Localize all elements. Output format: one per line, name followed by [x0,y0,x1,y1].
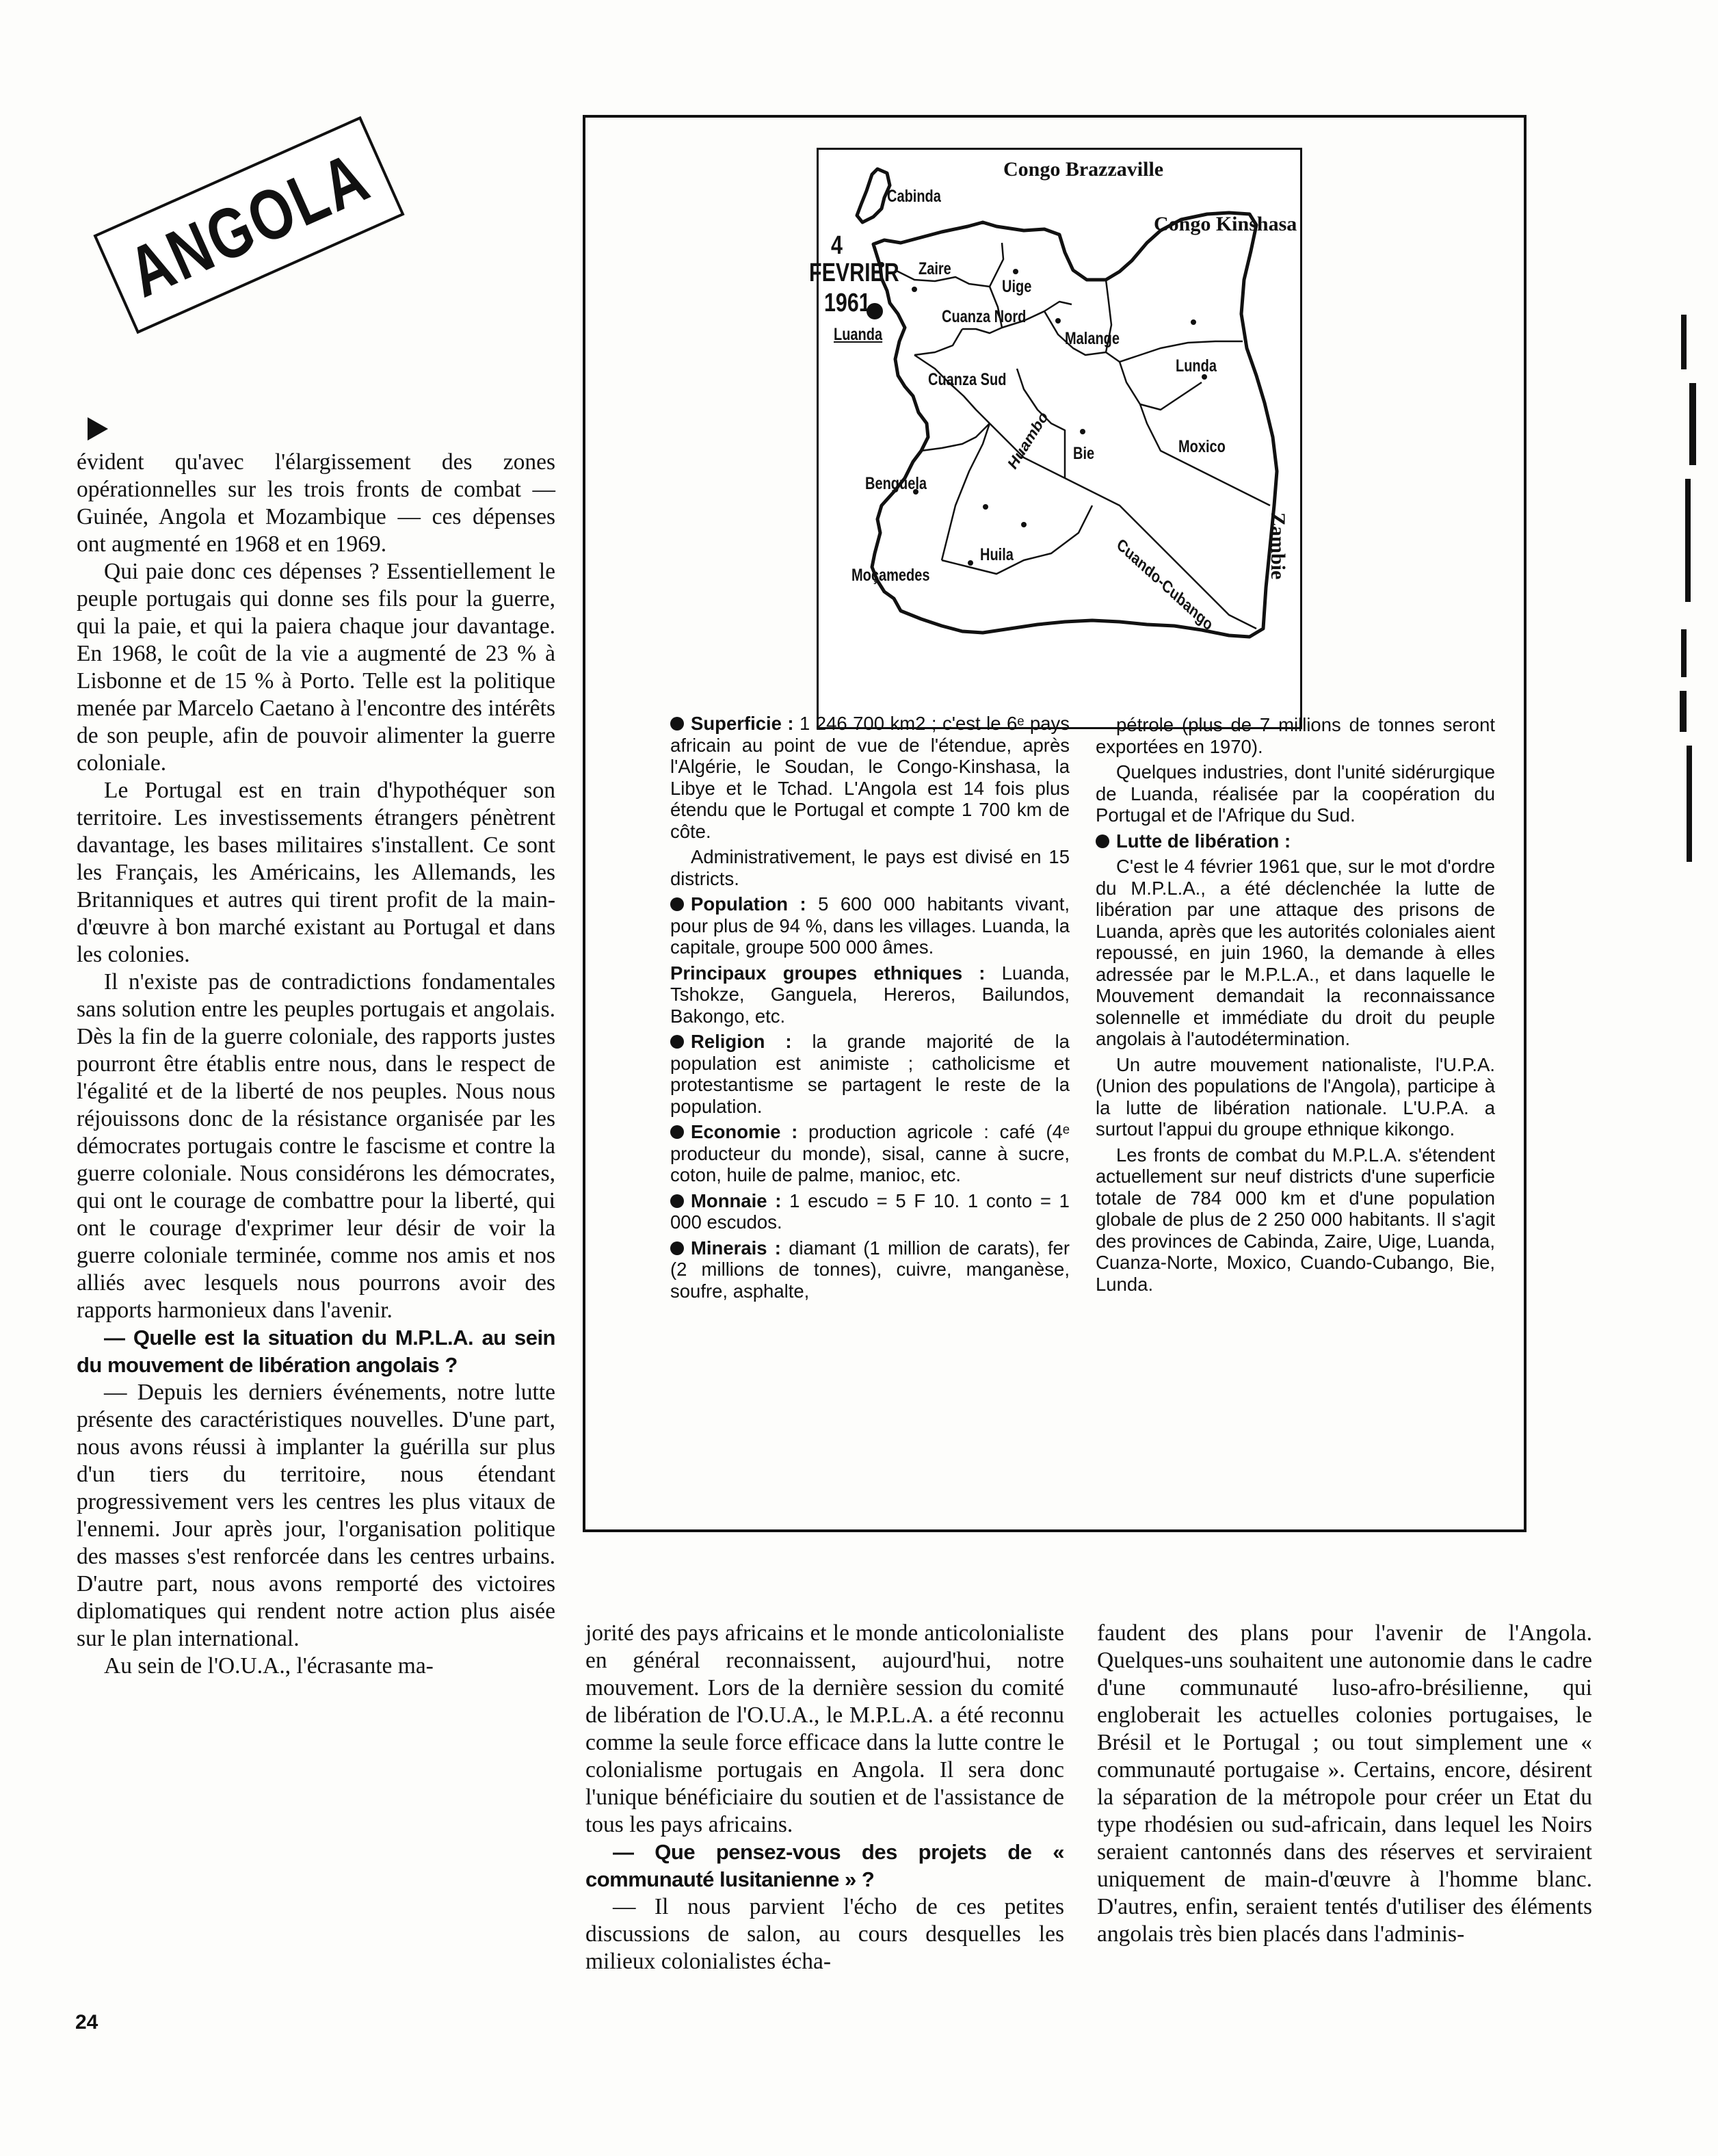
fact-item [670,846,1070,889]
margin-mark [1680,691,1687,732]
fact-item [670,1190,1070,1233]
facts-column-right [1096,714,1495,1299]
map-label-district: Moxico [1178,437,1226,456]
fact-item [670,1237,1070,1302]
map-label-neighbor: Congo Kinshasa [1154,213,1297,235]
fact-item [670,713,1070,842]
fact-heading: Monnaie : [691,1189,782,1211]
bullet-icon [670,1194,684,1208]
paragraph: — Il nous parvient l'écho de ces petites discussions de salon, au cours desquelles les milieux colonialistes écha- [585,1894,1064,1974]
fact-heading: Religion : [691,1031,792,1052]
map-label-capital: Luanda [834,325,883,344]
fact-item [1096,761,1495,826]
bullet-icon [670,1035,684,1049]
fact-text: Administrativement, le pays est divisé en 15 districts. [670,846,1070,889]
paragraph: Il n'existe pas de contradictions fondamentales sans solution entre les peuples portugais et angolais. Dès la fin de la guerre coloniale, des rapports justes pourront être établis entre nous, dans le respect de l'égalité et de la liberté de nos peuples. Nous nous réjouissons donc de la résistance organisée par les démocrates portugais contre le fascisme et contre la guerre coloniale. Nous considérons les démocrates, qui ont le courage de combattre pour la liberté, qui ont le courage d'exprimer leur désir de voir la guerre coloniale terminée, comme nos amis et nos alliés avec lesquels nous pourrons avoir des rapports harmonieux dans l'avenir. [77,969,555,1323]
date-label-month: FEVRIER [809,259,899,287]
article-column-left [77,449,555,1680]
fact-heading: Economie : [691,1121,798,1142]
paragraph: — Depuis les derniers événements, notre lutte présente des caractéristiques nouvelles. D'une part, nous avons réussi à implanter la guérilla sur plus d'un tiers du territoire, nous étendant progressivement vers les centres les plus vitaux de l'ennemi. Jour après jour, l'organisation politique des masses s'est renforcée dans les centres urbains. D'autre part, nous avons remporté des victoires diplomatiques qui rendent notre action plus aisée sur le plan international. [77,1380,555,1651]
bullet-icon [670,897,684,911]
fact-heading: Lutte de libération : [1116,830,1291,852]
margin-mark [1681,315,1687,369]
map-label-district: Zaire [919,259,951,278]
article-column-middle [585,1620,1064,1975]
map-outline [819,150,1300,727]
fact-item [670,893,1070,958]
fact-heading: Population : [691,893,806,915]
map-label-district: Cuanza Nord [942,307,1027,326]
bullet-icon [670,717,684,731]
fact-item [1096,1054,1495,1140]
title-stamp [93,116,404,334]
fact-text: Les fronts de combat du M.P.L.A. s'étendent actuellement sur neuf districts d'une superficie totale de 784 000 km et d'une population globale de plus de 2 250 000 habitants. Il s'agit des provinces de Cabinda, Zaire, Uige, Luanda, Cuanza-Norte, Moxico, Cuando-Cubango, Bie, Lunda. [1096,1144,1495,1295]
bullet-icon [670,1241,684,1255]
interview-question: — Que pensez-vous des projets de « communauté lusitanienne » ? [585,1840,1064,1891]
continuation-arrow-icon [88,417,108,441]
map-label-district: Uige [1002,277,1032,296]
info-box [583,115,1527,1532]
paragraph: Au sein de l'O.U.A., l'écrasante ma- [104,1653,434,1679]
map-label-district: Benguela [865,474,927,493]
fact-text: Un autre mouvement nationaliste, l'U.P.A. (Union des populations de l'Angola), participe à la lutte de libération nationale. L'U.P.A. a surtout l'appui du groupe ethnique kikongo. [1096,1053,1495,1140]
page-number: 24 [75,2011,98,2034]
margin-mark [1685,479,1691,602]
map-label-district: Cuando-Cubango [1113,534,1216,635]
map-label-neighbor: Zambie [1267,512,1289,580]
fact-item [1096,830,1495,852]
fact-item [670,1031,1070,1117]
map-label-district: Cabinda [887,187,941,206]
fact-text: Luanda, Tshokze, Ganguela, Hereros, Bailundos, Bakongo, etc. [670,962,1070,1027]
fact-text: C'est le 4 février 1961 que, sur le mot d'ordre du M.P.L.A., a été déclenchée la lutte de libération par une attaque des prisons de Luanda, après que les autorités coloniales aient repoussé, en juin 1960, la demande à elles adressée par le M.P.L.A., et dans laquelle le Mouvement demandait la reconnaissance solennelle et immédiate du droit du peuple angolais à l'autodétermination. [1096,856,1495,1049]
fact-heading: Superficie : [691,713,794,734]
fact-text: 1 246 700 km2 ; c'est le 6ᵉ pays africain au point de vue de l'étendue, après l'Algérie, le Soudan, le Congo-Kinshasa, la Libye et le Tchad. L'Angola est 14 fois plus étendu que le Portugal et compte 1 700 km de côte. [670,713,1070,842]
paragraph: évident qu'avec l'élargissement des zones opérationnelles sur les trois fronts de combat — Guinée, Angola et Mozambique — ces dépenses ont augmenté en 1968 et en 1969. [77,449,555,557]
fact-text: la grande majorité de la population est animiste ; catholicisme et protestantisme se partagent le reste de la population. [670,1031,1070,1117]
margin-mark [1689,383,1696,465]
paragraph: faudent des plans pour l'avenir de l'Angola. Quelques-uns souhaitent une autonomie dans le cadre d'une communauté luso-afro-brésilienne, qui engloberait les actuelles colonies portugaises, le Brésil et le Portugal ; ou tout simplement une « communauté portugaise ». Certains, encore, désirent la séparation de la métropole pour créer un Etat du type rhodésien ou sud-africain, dans lequel les Noirs seraient cantonnés dans des réserves et serviraient uniquement de main-d'œuvre à l'homme blanc. D'autres, enfin, seraient tentés d'utiliser des éléments angolais très bien placés dans l'adminis- [1097,1620,1592,1947]
date-label-day: 4 [831,231,843,260]
margin-mark [1681,629,1687,677]
page-title: ANGOLA [117,137,381,313]
fact-text: 5 600 000 habitants vivant, pour plus de 94 %, dans les villages. Luanda, la capitale, groupe 500 000 âmes. [670,893,1070,958]
fact-text: Quelques industries, dont l'unité sidérurgique de Luanda, réalisée par la coopération du Portugal et de l'Afrique du Sud. [1096,761,1495,826]
facts-column-left [670,713,1070,1306]
fact-text: pétrole (plus de 7 millions de tonnes seront exportées en 1970). [1096,714,1495,757]
margin-mark [1687,746,1692,862]
fact-heading: Minerais : [691,1237,781,1259]
fact-text: diamant (1 million de carats), fer (2 millions de tonnes), cuivre, manganèse, soufre, asphalte, [670,1237,1070,1302]
fact-item [1096,856,1495,1050]
map-label-district: Malange [1065,329,1120,348]
bullet-icon [670,1125,684,1139]
paragraph: jorité des pays africains et le monde anticolonialiste en général reconnaissent, aujourd'hui, notre mouvement. Lors de la dernière session du comité de libération de l'O.U.A., le M.P.L.A. a été reconnu comme la seule force efficace dans la lutte contre le colonialisme portugais en Angola. Il sera donc l'unique bénéficiaire du soutien et de l'assistance de tous les pays africains. [585,1620,1064,1837]
fact-text: 1 escudo = 5 F 10. 1 conto = 1 000 escudos. [670,1189,1070,1233]
map-label-neighbor: Congo Brazzaville [1003,158,1164,181]
paragraph: Le Portugal est en train d'hypothéquer son territoire. Les investissements étrangers pénètrent davantage, les bases militaires s'installent. Ce sont les Français, les Américains, les Allemands, les Britanniques et autres qui tirent profit de la main-d'œuvre à bon marché existant au Portugal et dans les colonies. [77,778,555,967]
date-label-year: 1961 [824,289,871,317]
map-label-district: Huambo [1005,407,1051,473]
map-label-district: Huila [980,545,1014,564]
map-of-angola [809,148,1302,729]
map-label-district: Moçamedes [851,566,930,585]
fact-item [670,962,1070,1027]
paragraph: Qui paie donc ces dépenses ? Essentiellement le peuple portugais qui donne ses fils pour la guerre, qui la paie, et qui la paiera chaque jour davantage. En 1968, le coût de la vie a augmenté de 23 % à Lisbonne et de 15 % à Porto. Telle est la politique menée par Marcelo Caetano à l'encontre des intérêts de son peuple, afin de pouvoir alimenter la guerre coloniale. [77,559,555,776]
map-label-district: Cuanza Sud [928,370,1007,389]
fact-item [670,1121,1070,1186]
fact-item [1096,1144,1495,1296]
fact-item [1096,714,1495,757]
interview-question: — Quelle est la situation du M.P.L.A. au sein du mouvement de libération angolais ? [77,1326,555,1377]
fact-heading: Principaux groupes ethniques : [670,962,986,984]
fact-text: production agricole : café (4ᵉ producteur du monde), sisal, canne à sucre, coton, huile de palme, manioc, etc. [670,1121,1070,1185]
bullet-icon [1096,834,1109,848]
article-column-right [1097,1620,1592,1948]
map-label-district: Bie [1073,444,1095,463]
map-label-district: Lunda [1176,356,1217,376]
